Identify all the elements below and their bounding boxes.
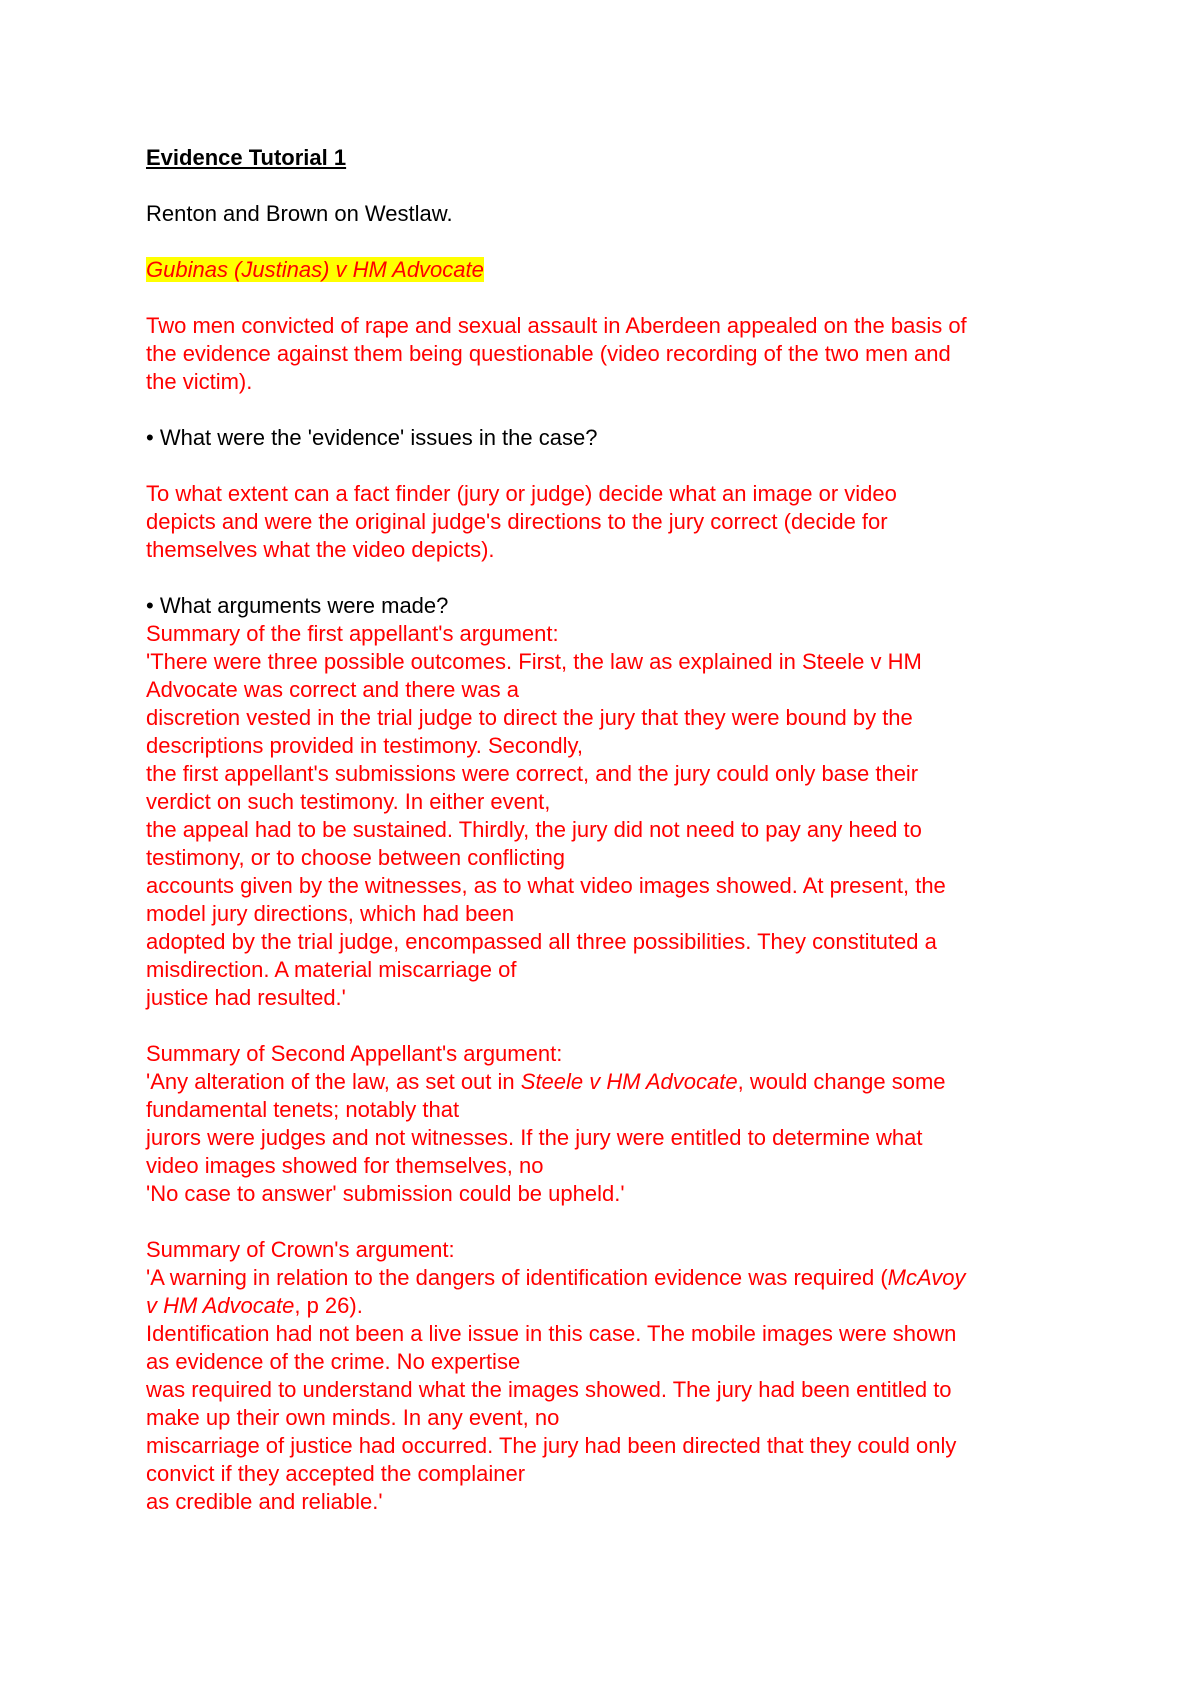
second-appellant-line bbox=[146, 1068, 1086, 1096]
crown-line: Identification had not been a live issue in this case. The mobile images were shown bbox=[146, 1321, 957, 1346]
first-appellant-line: descriptions provided in testimony. Secondly, bbox=[146, 733, 583, 758]
second-appellant-line: video images showed for themselves, no bbox=[146, 1153, 544, 1178]
first-appellant-line: discretion vested in the trial judge to direct the jury that they were bound by the bbox=[146, 705, 913, 730]
document-title: Evidence Tutorial 1 bbox=[146, 145, 347, 170]
second-appellant-text: , would change some bbox=[737, 1069, 946, 1094]
first-appellant-line: adopted by the trial judge, encompassed all three possibilities. They constituted a bbox=[146, 929, 937, 954]
first-appellant-section bbox=[146, 620, 1086, 1012]
second-appellant-line: jurors were judges and not witnesses. If the jury were entitled to determine what bbox=[146, 1125, 923, 1150]
answer-line: themselves what the video depicts). bbox=[146, 537, 495, 562]
crown-line: miscarriage of justice had occurred. The jury had been directed that they could only bbox=[146, 1433, 957, 1458]
crown-section bbox=[146, 1236, 1086, 1516]
second-appellant-text: 'Any alteration of the law, as set out in bbox=[146, 1069, 521, 1094]
crown-line bbox=[146, 1264, 1086, 1292]
mcavoy-case-citation: McAvoy bbox=[887, 1265, 966, 1290]
facts-line: the victim). bbox=[146, 369, 253, 394]
second-appellant-section bbox=[146, 1040, 1086, 1208]
mcavoy-case-citation-cont: v HM Advocate bbox=[146, 1293, 295, 1318]
document-body bbox=[146, 144, 1086, 1516]
second-appellant-heading: Summary of Second Appellant's argument: bbox=[146, 1041, 563, 1066]
first-appellant-line: Advocate was correct and there was a bbox=[146, 677, 519, 702]
second-appellant-line: fundamental tenets; notably that bbox=[146, 1097, 460, 1122]
answer-line: depicts and were the original judge's directions to the jury correct (decide for bbox=[146, 509, 888, 534]
first-appellant-line: justice had resulted.' bbox=[146, 985, 346, 1010]
crown-heading: Summary of Crown's argument: bbox=[146, 1237, 455, 1262]
steele-case-citation: Steele v HM Advocate bbox=[520, 1069, 738, 1094]
crown-text: 'A warning in relation to the dangers of identification evidence was required ( bbox=[146, 1265, 888, 1290]
first-appellant-line: the first appellant's submissions were correct, and the jury could only base their bbox=[146, 761, 919, 786]
crown-line: as credible and reliable.' bbox=[146, 1489, 383, 1514]
case-name bbox=[146, 256, 1086, 284]
crown-line: convict if they accepted the complainer bbox=[146, 1461, 526, 1486]
crown-line: was required to understand what the images showed. The jury had been entitled to bbox=[146, 1377, 952, 1402]
facts-paragraph bbox=[146, 312, 1086, 396]
crown-line: as evidence of the crime. No expertise bbox=[146, 1349, 521, 1374]
first-appellant-line: verdict on such testimony. In either event, bbox=[146, 789, 551, 814]
question-arguments: • What arguments were made? bbox=[146, 593, 449, 618]
second-appellant-line: 'No case to answer' submission could be upheld.' bbox=[146, 1181, 625, 1206]
case-name-highlight: Gubinas (Justinas) v HM Advocate bbox=[146, 257, 484, 282]
first-appellant-line: testimony, or to choose between conflicting bbox=[146, 845, 566, 870]
first-appellant-heading: Summary of the first appellant's argument: bbox=[146, 621, 559, 646]
crown-line: make up their own minds. In any event, no bbox=[146, 1405, 560, 1430]
first-appellant-line: model jury directions, which had been bbox=[146, 901, 515, 926]
first-appellant-line: 'There were three possible outcomes. First, the law as explained in Steele v HM bbox=[146, 649, 922, 674]
source-line: Renton and Brown on Westlaw. bbox=[146, 201, 453, 226]
first-appellant-line: the appeal had to be sustained. Thirdly, the jury did not need to pay any heed to bbox=[146, 817, 922, 842]
crown-text: , p 26). bbox=[294, 1293, 363, 1318]
facts-line: Two men convicted of rape and sexual assault in Aberdeen appealed on the basis of bbox=[146, 313, 967, 338]
first-appellant-line: misdirection. A material miscarriage of bbox=[146, 957, 517, 982]
facts-line: the evidence against them being questionable (video recording of the two men and bbox=[146, 341, 951, 366]
crown-line bbox=[146, 1292, 1086, 1320]
question-evidence-issues: • What were the 'evidence' issues in the case? bbox=[146, 425, 598, 450]
first-appellant-line: accounts given by the witnesses, as to what video images showed. At present, the bbox=[146, 873, 946, 898]
answer-evidence-issues bbox=[146, 480, 1086, 564]
answer-line: To what extent can a fact finder (jury or judge) decide what an image or video bbox=[146, 481, 897, 506]
